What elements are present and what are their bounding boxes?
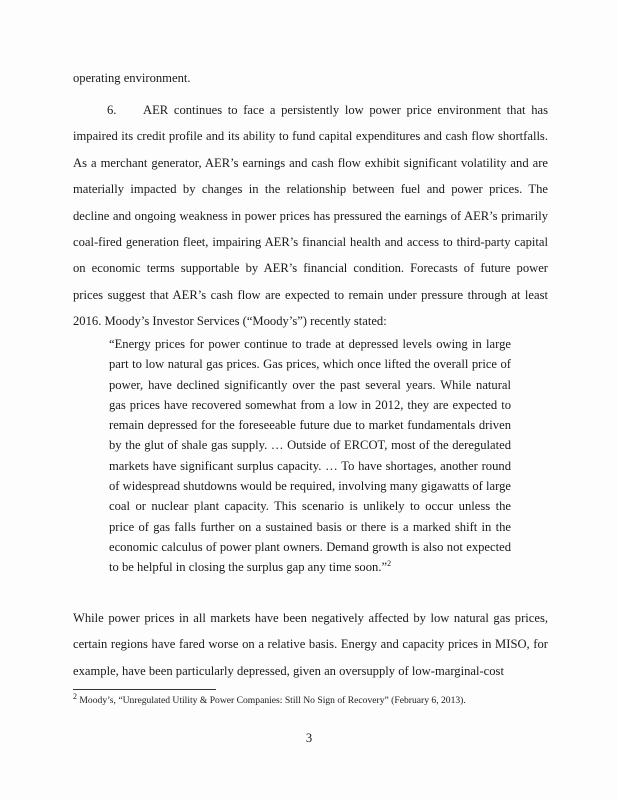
footnote-separator bbox=[73, 689, 216, 690]
block-quote bbox=[109, 334, 511, 578]
continued-paragraph-line: operating environment. bbox=[73, 71, 191, 85]
footnote-reference: 2 bbox=[387, 559, 392, 569]
footnote bbox=[73, 691, 553, 707]
paragraph-6-text: AER continues to face a persistently low power price environment that has impaired its credit profile and its ability to fund capital expenditures and cash flow shortfalls. As a merchant generator, AER’s earnings and cash flow exhibit significant volatility and are materially impacted by changes in the relationship between fuel and power prices. The decline and ongoing weakness in power prices has pressured the earnings of AER’s primarily coal-fired generation fleet, impairing AER’s financial health and access to third-party capital on economic terms supportable by AER’s financial condition. Forecasts of future power prices suggest that AER’s cash flow are expected to remain under pressure through at least 2016. Moody’s Investor Services (“Moody’s”) recently stated: bbox=[73, 103, 548, 329]
footnote-marker: 2 bbox=[73, 691, 77, 701]
block-quote-text: “Energy prices for power continue to trade at depressed levels owing in large part to low natural gas prices. Gas prices, which once lifted the overall price of power, have declined significantly over the past several years. While natural gas prices have recovered somewhat from a low in 2012, they are expected to remain depressed for the foreseeable future due to market fundamentals driven by the glut of shale gas supply. … Outside of ERCOT, most of the deregulated markets have significant surplus capacity. … To have shortages, another round of widespread shutdowns would be required, involving many gigawatts of large coal or nuclear plant capacity. This scenario is unlikely to occur unless the price of gas falls further on a sustained basis or there is a marked shift in the economic calculus of power plant owners. Demand growth is also not expected to be helpful in closing the surplus gap any time soon.” bbox=[109, 337, 511, 575]
paragraph-6 bbox=[73, 97, 548, 335]
paragraph-after-quote: While power prices in all markets have been negatively affected by low natural gas prices, certain regions have fared worse on a relative basis. Energy and capacity prices in MISO, for example, have been particularly depressed, given an oversupply of low-marginal-cost bbox=[73, 611, 548, 678]
page-number: 3 bbox=[305, 731, 313, 745]
footnote-text: Moody’s, “Unregulated Utility & Power Companies: Still No Sign of Recovery” (February 6, 2013). bbox=[79, 695, 466, 706]
paragraph-number: 6. bbox=[107, 103, 117, 117]
